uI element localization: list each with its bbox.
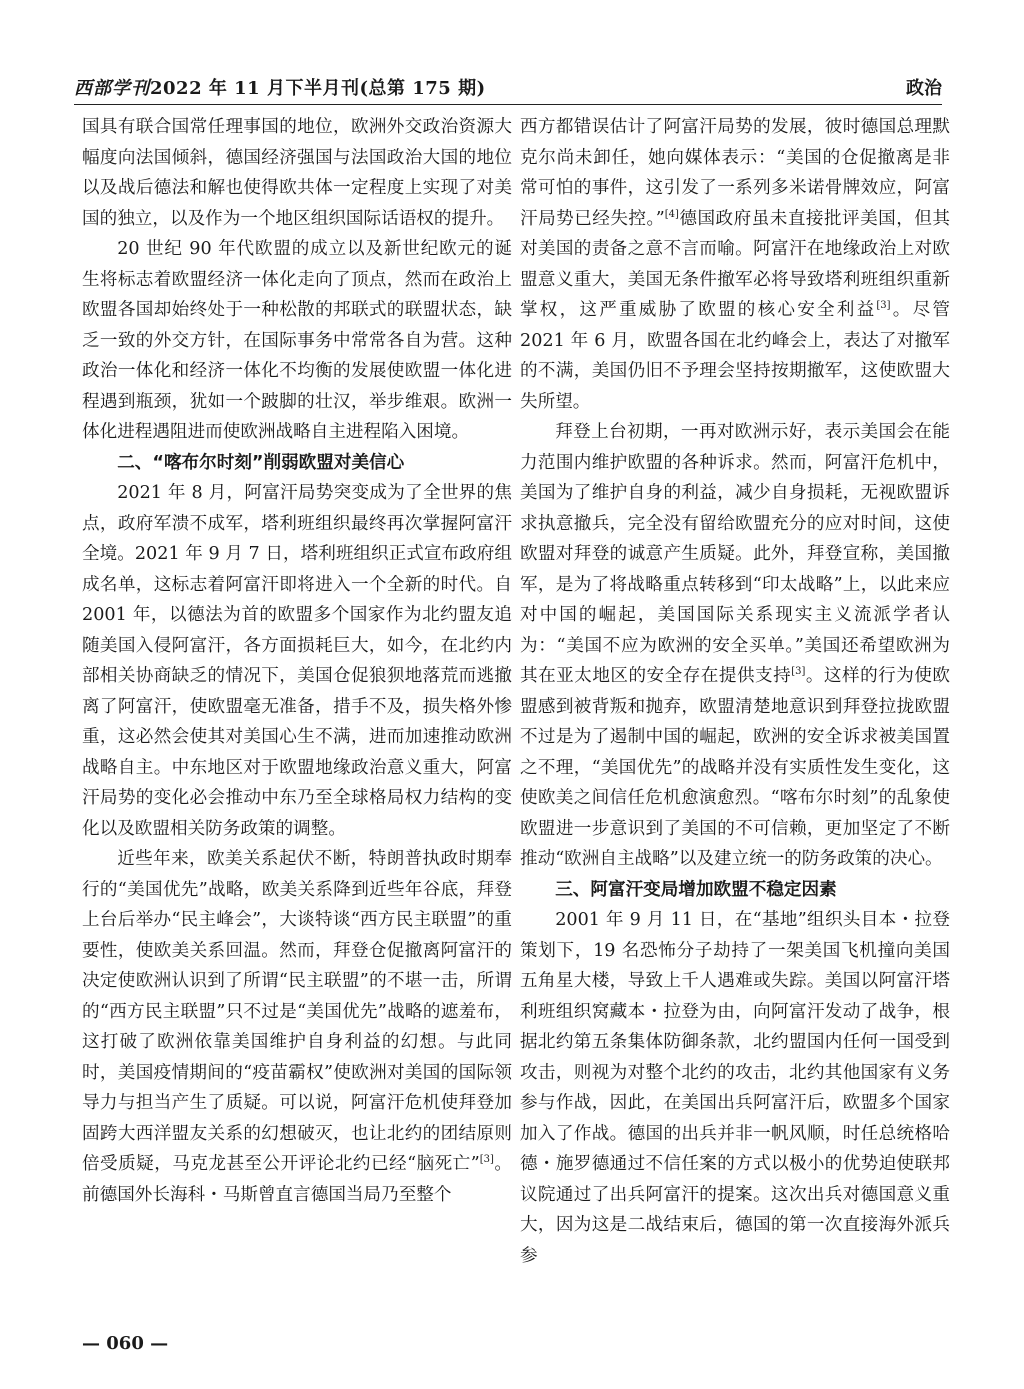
citation-ref: [3] [876, 300, 891, 312]
paragraph-text: 近些年来，欧美关系起伏不断，特朗普执政时期奉行的“美国优先”战略，欧美关系降到近些年谷底，拜登上台后举办“民主峰会”，大谈特谈“西方民主联盟”的重要性，使欧美关系回温。然而，拜登仓促撤离阿富汗的决定使欧洲认识到了所谓“民主联盟”的不堪一击，所谓的“西方民主联盟”只不过是“美国优先”战略的遮羞布，这打破了欧洲依靠美国维护自身利益的幻想。与此同时，美国疫情期间的“疫苗霸权”使欧洲对美国的国际领导力与担当产生了质疑。可以说，阿富汗危机使拜登加固跨大西洋盟友关系的幻想破灭，也让北约的团结原则倍受质疑，马克龙甚至公开评论北约已经“脑死亡” [82, 849, 512, 1174]
issue-info: 2022 年 11 月下半月刊(总第 175 期) [150, 78, 486, 99]
citation-ref: [3] [791, 666, 806, 678]
citation-ref: [4] [664, 208, 679, 220]
paragraph [520, 112, 950, 417]
journal-title [74, 74, 486, 100]
section-heading: 三、阿富汗变局增加欧盟不稳定因素 [555, 879, 837, 900]
left-column [82, 112, 512, 1210]
section-name: 政治 [906, 78, 942, 99]
paragraph: 国具有联合国常任理事国的地位，欧洲外交政治资源大幅度向法国倾斜，德国经济强国与法国政治大国的地位以及战后德法和解也使得欧共体一定程度上实现了对美国的独立，以及作为一个地区组织国际话语权的提升。 [82, 117, 512, 229]
page-number: — 060 — [82, 1333, 169, 1354]
citation-ref: [3] [479, 1154, 494, 1166]
paragraph [520, 417, 950, 875]
paragraph [82, 844, 512, 1210]
paragraph-text: 。尽管 2021 年 6 月，欧盟各国在北约峰会上，表达了对撤军的不满，美国仍旧不予理会坚持按期撤军，这使欧盟大失所望。 [520, 300, 950, 412]
paragraph: 2001 年 9 月 11 日，在“基地”组织头目本・拉登策划下，19 名恐怖分子劫持了一架美国飞机撞向美国五角星大楼，导致上千人遇难或失踪。美国以阿富汗塔利班组织窝藏本・拉登为由，向阿富汗发动了战争，根据北约第五条集体防御条款，北约盟国内任何一国受到攻击，则视为对整个北约的攻击，北约其他国家有义务参与作战，因此，在美国出兵阿富汗后，欧盟多个国家加入了作战。德国的出兵并非一帆风顺，时任总统格哈德・施罗德通过不信任案的方式以极小的优势迫使联邦议院通过了出兵阿富汗的提案。这次出兵对德国意义重大，因为这是二战结束后，德国的第一次直接海外派兵参 [520, 910, 950, 1266]
header-rule [74, 104, 942, 105]
section-heading: 二、“喀布尔时刻”削弱欧盟对美信心 [117, 452, 405, 473]
paragraph-text: 。前德国外长海科・马斯曾直言德国当局乃至整个 [82, 1154, 512, 1205]
paragraph: 2021 年 8 月，阿富汗局势突变成为了全世界的焦点，政府军溃不成军，塔利班组织最终再次掌握阿富汗全境。2021 年 9 月 7 日，塔利班组织正式宣布政府组成名单，这标志着阿富汗即将进入一个全新的时代。自 2001 年，以德法为首的欧盟多个国家作为北约盟友追随美国入侵阿富汗，各方面损耗巨大，如今，在北约内部相关协商缺乏的情况下，美国仓促狼狈地落荒而逃撤离了阿富汗，使欧盟毫无准备，措手不及，损失格外惨重，这必然会使其对美国心生不满，进而加速推动欧洲战略自主。中东地区对于欧盟地缘政治意义重大，阿富汗局势的变化必会推动中东乃至全球格局权力结构的变化以及欧盟相关防务政策的调整。 [82, 483, 512, 839]
paragraph-text: 德国政府虽未直接批评美国，但其对美国的责备之意不言而喻。阿富汗在地缘政治上对欧盟意义重大，美国无条件撤军必将导致塔利班组织重新掌权，这严重威胁了欧盟的核心安全利益 [520, 208, 950, 320]
paragraph: 20 世纪 90 年代欧盟的成立以及新世纪欧元的诞生将标志着欧盟经济一体化走向了顶点，然而在政治上欧盟各国却始终处于一种松散的邦联式的联盟状态，缺乏一致的外交方针，在国际事务中常常各自为营。这种政治一体化和经济一体化不均衡的发展使欧盟一体化进程遇到瓶颈，犹如一个跛脚的壮汉，举步维艰。欧洲一体化进程遇阻进而使欧洲战略自主进程陷入困境。 [82, 239, 512, 442]
right-column [520, 112, 950, 1271]
paragraph-text: 。这样的行为使欧盟感到被背叛和抛弃，欧盟清楚地意识到拜登拉拢欧盟不过是为了遏制中国的崛起，欧洲的安全诉求被美国置之不理，“美国优先”的战略并没有实质性发生变化，这使欧美之间信任危机愈演愈烈。“喀布尔时刻”的乱象使欧盟进一步意识到了美国的不可信赖，更加坚定了不断推动“欧洲自主战略”以及建立统一的防务政策的决心。 [520, 666, 950, 869]
paragraph-text: 西方都错误估计了阿富汗局势的发展，彼时德国总理默克尔尚未卸任，她向媒体表示：“美国的仓促撤离是非常可怕的事件，这引发了一系列多米诺骨牌效应，阿富汗局势已经失控。” [520, 117, 950, 229]
paragraph-text: 拜登上台初期，一再对欧洲示好，表示美国会在能力范围内维护欧盟的各种诉求。然而，阿富汗危机中，美国为了维护自身的利益，减少自身损耗，无视欧盟诉求执意撤兵，完全没有留给欧盟充分的应对时间，这使欧盟对拜登的诚意产生质疑。此外，拜登宣称，美国撤军，是为了将战略重点转移到“印太战略”上，以此来应对中国的崛起，美国国际关系现实主义流派学者认为：“美国不应为欧洲的安全买单。”美国还希望欧洲为其在亚太地区的安全存在提供支持 [520, 422, 950, 686]
journal-logo: 西部学刊 [74, 78, 150, 99]
running-header [74, 70, 942, 100]
